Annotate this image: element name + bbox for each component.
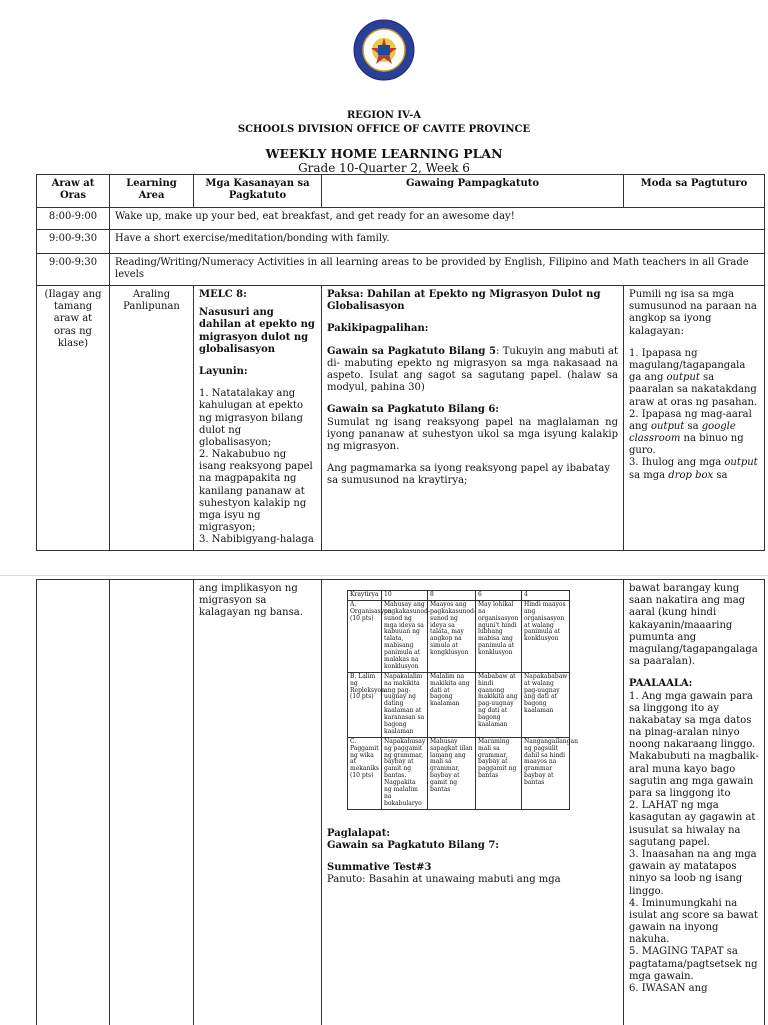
rubric-cell: Nangangailangan ng pagsulit dahil sa hindi maayos na grammar baybay at bantas <box>522 737 570 809</box>
moda-text: 1. Ipapasa ng magulang/tagapangala ga ang <box>629 348 745 383</box>
rubric-cell: Napakababaw at walang pag-uugnay ang dati at bagong kaalaman <box>522 672 570 737</box>
gawain-6-text: Sumulat ng isang reaksyong papel na maglalaman ng iyong pananaw at suhestyon ukol sa mga isyung kalakip ng migrasyon. <box>327 417 618 454</box>
paksa-label: Paksa: <box>327 289 363 300</box>
rubric-row <box>348 737 570 809</box>
paalala-item: 1. Ang mga gawain para sa linggong ito ay nakabatay sa mga datos na pinag-aralan ninyo noong nakaraang linggo. Makabubuti na magbalik-aral muna kayo bago sagutin ang mga gawain para sa linggong ito <box>629 691 759 801</box>
araw-instruction: (Ilagay ang tamang araw at oras ng klase) <box>37 286 110 551</box>
rubric-criterion: B. Lalim ng Repleksyon (10 pts) <box>348 672 382 737</box>
gawain-6-colon: : <box>495 404 499 415</box>
pakikipagpalihan-label: Pakikipagpalihan: <box>327 323 618 335</box>
rubric-cell: Napakalalim na makikita ang pag-uugnay ng dating kaalaman at karanasan sa bagong kaalaman <box>382 672 428 737</box>
main-lesson-row-continued <box>37 580 765 1025</box>
document-title: WEEKLY HOME LEARNING PLAN <box>0 146 768 161</box>
paksa <box>327 289 618 313</box>
moda-continued-text: bawat barangay kung saan nakatira ang mag aaral (kung hindi kakayanin/maaaring pumunta ang magulang/tagapangalaga sa paaralan). <box>629 583 759 668</box>
paalala-item: 3. Inaasahan na ang mga gawain ay matatapos ninyo sa loob ng isang linggo. <box>629 849 759 898</box>
kasanayan-continued-text: ang implikasyon ng migrasyon sa kalagayan ng bansa. <box>199 583 316 620</box>
rubric-header: 4 <box>522 591 570 601</box>
header-kasanayan: Mga Kasanayan sa Pagkatuto <box>194 175 322 208</box>
moda-text: 2. Ipapasa ng mag-aaral ang <box>629 409 752 432</box>
moda-cell-continued <box>624 580 765 1025</box>
rubric-header: Kraytirya <box>348 591 382 601</box>
learning-plan-table-continued <box>36 579 765 1025</box>
layunin-label: Layunin: <box>199 366 316 378</box>
rubric-cell: Napakahusay ng paggamit ng grammar, baybay at gamit ng bantas. Nagpakita ng malalim na bokabularyo <box>382 737 428 809</box>
paalala-colon: : <box>689 678 693 689</box>
summative-test-label: Summative Test#3 <box>327 862 618 874</box>
gawain-cell <box>322 286 624 551</box>
moda-text: google classroom <box>629 421 736 444</box>
moda-cell <box>624 286 765 551</box>
araw-cell-empty <box>37 580 110 1025</box>
moda-text: drop box <box>668 470 713 481</box>
rubric-cell: Mababaw at hindi gaanong makikita ang pag-uugnay ng dati at bagong kaalaman <box>476 672 522 737</box>
moda-text: sa <box>713 470 727 481</box>
paalala-item: 5. MAGING TAPAT sa pagtatama/pagtsetsek ng mga gawain. <box>629 946 759 983</box>
rubric-header: 8 <box>428 591 476 601</box>
header-gawain: Gawaing Pampagkatuto <box>322 175 624 208</box>
melc-text: Nasusuri ang dahilan at epekto ng migrasyon dulot ng globalisasyon <box>199 307 316 356</box>
moda-text: output <box>724 457 757 468</box>
gawain-7-label: Gawain sa Pagkatuto Bilang 7: <box>327 840 618 852</box>
objective-item: 1. Natatalakay ang kahulugan at epekto ng migrasyon bilang dulot ng globalisasyon; <box>199 388 316 449</box>
moda-text: output <box>667 372 700 383</box>
paalala-item: 6. IWASAN ang <box>629 983 759 995</box>
main-lesson-row <box>37 286 765 551</box>
paalala-heading <box>629 678 759 690</box>
rubric-cell: Malalim na makikita ang dati at bagong kaalaman <box>428 672 476 737</box>
gawain-5-text: : Tukuyin ang mabuti at di- mabuting epekto ng migrasyon sa mga nakasaad na aspeto. Isulat ang sagot sa sagutang papel. (halaw sa modyul, pahina 30) <box>327 346 618 394</box>
rubric-cell: Mahusay sapagkat iilan lamang ang mali sa grammar, baybay at gamit ng bantas <box>428 737 476 809</box>
grade-quarter-week: Grade 10-Quarter 2, Week 6 <box>0 161 768 175</box>
moda-intro: Pumili ng isa sa mga sumusunod na paraan na angkop sa iyong kalagayan: <box>629 289 759 338</box>
objective-item: 3. Nabibigyang-halaga <box>199 534 316 546</box>
kasanayan-cell <box>194 286 322 551</box>
paalala-label: PAALAALA <box>629 678 689 689</box>
table-row <box>37 254 765 286</box>
header-moda: Moda sa Pagtuturo <box>624 175 765 208</box>
moda-option-3 <box>629 457 759 481</box>
learning-area-name: Araling Panlipunan <box>110 286 194 551</box>
kasanayan-cell-continued <box>194 580 322 1025</box>
learning-plan-table <box>36 174 765 551</box>
region-label: REGION IV-A <box>0 110 768 121</box>
rubric-header: 10 <box>382 591 428 601</box>
page-two <box>0 575 768 1025</box>
area-cell-empty <box>110 580 194 1025</box>
schedule-text: Have a short exercise/meditation/bonding with family. <box>110 230 765 254</box>
header-araw: Araw at Oras <box>37 175 110 208</box>
rubric-cell: Mahusay ang pagkakasunod-sunod ng mga ideya sa kabuuan ng talata, mabisang panimula at malakas na konklusyon <box>382 600 428 672</box>
moda-text: sa mga <box>629 470 668 481</box>
rubric-criterion: C. Paggamit ng wika at mekaniks (10 pts) <box>348 737 382 809</box>
table-row <box>37 230 765 254</box>
schedule-text: Reading/Writing/Numeracy Activities in all learning areas to be provided by English, Filipino and Math teachers in all Grade levels <box>110 254 765 286</box>
rubric-cell: Maayos ang pagkakasunod-sunod ng ideya sa talata, may angkop na simula at kongklusyon <box>428 600 476 672</box>
moda-text: sa paaralan sa nakatakdang araw at oras ng pasahan. <box>629 372 757 407</box>
gawain-5 <box>327 346 618 395</box>
schedule-text: Wake up, make up your bed, eat breakfast, and get ready for an awesome day! <box>110 208 765 230</box>
time-cell: 9:00-9:30 <box>37 254 110 286</box>
deped-seal-logo <box>352 18 416 82</box>
time-cell: 8:00-9:00 <box>37 208 110 230</box>
paglalapat-label: Paglalapat: <box>327 828 618 840</box>
gawain-5-label: Gawain sa Pagkatuto Bilang 5 <box>327 346 496 357</box>
rubric-criterion: A. Organisasyon (10 pts) <box>348 600 382 672</box>
rubric-header-row <box>348 591 570 601</box>
rubric-row <box>348 672 570 737</box>
gawain-6-heading <box>327 404 618 416</box>
rubric-row <box>348 600 570 672</box>
header-learning-area: Learning Area <box>110 175 194 208</box>
paalala-item: 2. LAHAT ng mga kasagutan ay gagawin at isusulat sa hiwalay na sagutang papel. <box>629 800 759 849</box>
moda-text: na binuo ng guro. <box>629 433 744 456</box>
gawain-6-label: Gawain sa Pagkatuto Bilang 6 <box>327 404 495 415</box>
moda-option-2 <box>629 409 759 458</box>
division-office-label: SCHOOLS DIVISION OFFICE OF CAVITE PROVINCE <box>0 124 768 135</box>
moda-option-1 <box>629 348 759 409</box>
rubric-table <box>347 590 570 810</box>
panuto-text: Panuto: Basahin at unawaing mabuti ang mga <box>327 874 618 886</box>
paalala-item: 4. Iminumungkahi na isulat ang score sa bawat gawain na inyong nakuha. <box>629 898 759 947</box>
table-header-row <box>37 175 765 208</box>
rubric-cell: Hindi maayos ang organisasyon at walang panimula at konklusyon <box>522 600 570 672</box>
pagmamarka-text: Ang pagmamarka sa iyong reaksyong papel ay ibabatay sa sumusunod na kraytirya; <box>327 463 618 487</box>
moda-text: sa <box>684 421 701 432</box>
rubric-header: 6 <box>476 591 522 601</box>
objective-item: 2. Nakabubuo ng isang reaksyong papel na magpapakita ng kanilang pananaw at suhestyon kalakip ng mga isyu ng migrasyon; <box>199 449 316 534</box>
gawain-cell-continued <box>322 580 624 1025</box>
table-row <box>37 208 765 230</box>
time-cell: 9:00-9:30 <box>37 230 110 254</box>
melc-label: MELC 8: <box>199 289 316 301</box>
moda-text: 3. Ihulog ang mga <box>629 457 724 468</box>
rubric-cell: Maraming mali sa grammar, baybay at paggamit ng bantas <box>476 737 522 809</box>
moda-text: output <box>651 421 684 432</box>
rubric-cell: May lohikal na organisasyon nguni't hindi lubhang mabisa ang panimula at konklusyon <box>476 600 522 672</box>
paksa-text: Dahilan at Epekto ng Migrasyon Dulot ng Globalisasyon <box>327 289 600 312</box>
